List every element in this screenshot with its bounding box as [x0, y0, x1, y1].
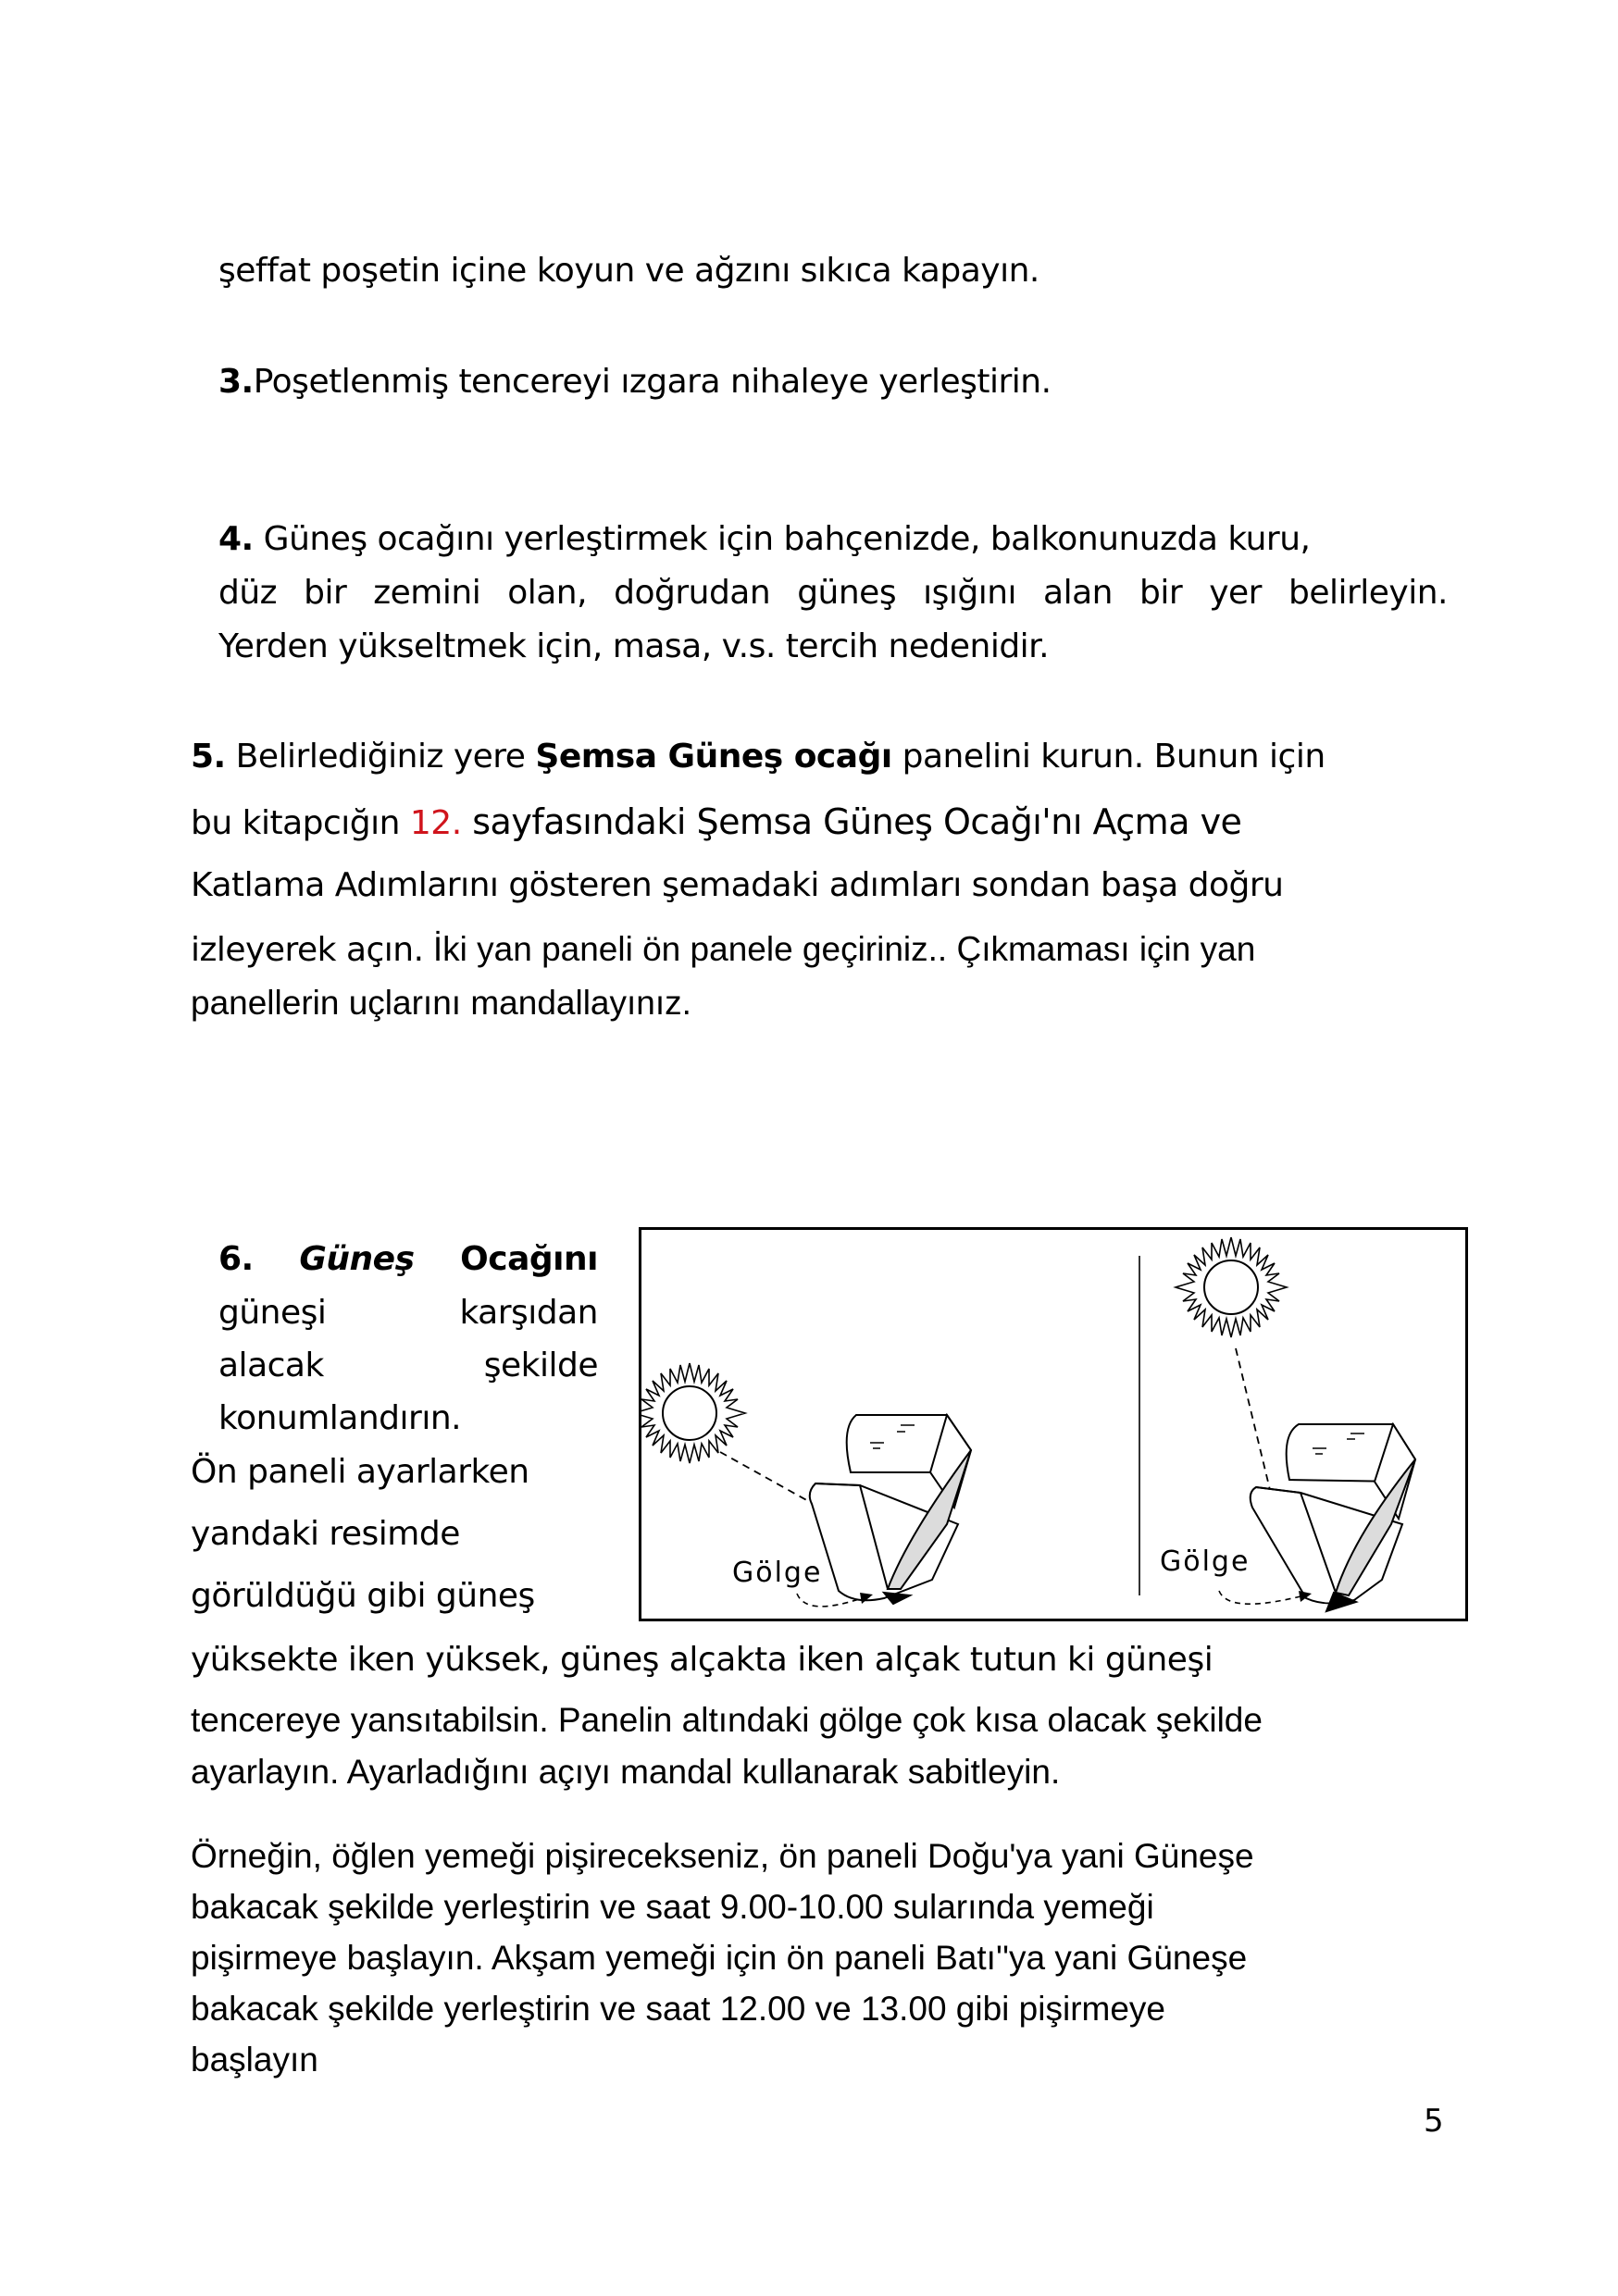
step6-full-line: yüksekte iken yüksek, güneş alçakta iken alçak tutun ki güneşi — [191, 1641, 1214, 1679]
shadow-label-right: Gölge — [1160, 1545, 1251, 1578]
step5-number: 5. — [191, 738, 226, 776]
step5-line-2-post: sayfasındaki Şemsa Güneş Ocağı'nı Açma ve — [461, 801, 1242, 842]
step4-line-2: düz bir zemini olan, doğrudan güneş ışığını alan bir yer belirleyin. — [218, 574, 1448, 612]
step3-text: Poşetlenmiş tencereyi ızgara nihaleye yerleştirin. — [253, 363, 1052, 401]
step6-side-line-2: yandaki resimde — [191, 1515, 460, 1553]
step5-line-2-pre: bu kitapcığın — [191, 804, 410, 842]
page-reference: 12. — [409, 804, 462, 842]
step6-line-2-right: karşıdan — [459, 1294, 598, 1332]
low-sun-icon — [641, 1363, 745, 1463]
step4-line-1 — [218, 520, 1448, 558]
example-line-5: başlayın — [191, 2041, 318, 2079]
step3-paragraph — [218, 363, 1052, 401]
solar-cooker-left — [810, 1415, 971, 1604]
example-line-2: bakacak şekilde yerleştirin ve saat 9.00-10.00 sularında yemeği — [191, 1888, 1154, 1926]
step5-line-2 — [191, 801, 1241, 842]
shadow-arrow-right — [1219, 1591, 1301, 1604]
step5-line-1 — [191, 738, 1326, 776]
high-sun-icon — [1176, 1237, 1287, 1337]
page-number: 5 — [1424, 2103, 1444, 2140]
step6-line-3-right: şekilde — [483, 1347, 598, 1384]
step6-line-3-left: alacak — [218, 1347, 324, 1384]
example-line-3: pişirmeye başlayın. Akşam yemeği için ön paneli Batı''ya yani Güneşe — [191, 1939, 1248, 1977]
step5-line-1-pre: Belirlediğiniz yere — [225, 738, 536, 776]
step6-line-4: konumlandırın. — [218, 1399, 462, 1437]
step4-line-3: Yerden yükseltmek için, masa, v.s. tercih nedenidir. — [218, 627, 1050, 665]
step4-number: 4. — [218, 520, 254, 558]
step2-continued-text: şeffat poşetin içine koyun ve ağzını sıkıca kapayın. — [218, 252, 1039, 290]
step6-line-2 — [218, 1294, 598, 1332]
step6-side-line-3: görüldüğü gibi güneş — [191, 1577, 535, 1615]
step5-line-1-post: panelini kurun. Bunun için — [891, 738, 1326, 776]
step5-line-4-comic: izleyerek açın. — [191, 931, 424, 969]
example-line-4: bakacak şekilde yerleştirin ve saat 12.00 ve 13.00 gibi pişirmeye — [191, 1990, 1166, 2028]
step6-arial-line-2: ayarlayın. Ayarladığını açıyı mandal kullanarak sabitleyin. — [191, 1753, 1061, 1791]
product-name: Şemsa Güneş ocağı — [535, 738, 892, 776]
step5-line-4 — [191, 930, 1255, 969]
step5-line-5: panellerin uçlarını mandallayınız. — [191, 984, 691, 1022]
step6-number: 6. — [218, 1240, 254, 1278]
step6-side-line-1: Ön paneli ayarlarken — [191, 1453, 529, 1491]
solar-cooker-right — [1251, 1424, 1415, 1611]
step5-line-4-arial: İki yan paneli ön panele geçiriniz.. Çıkmaması için yan — [423, 930, 1256, 968]
step6-line-1 — [218, 1240, 598, 1278]
step3-number: 3. — [218, 363, 254, 401]
step6-word-ocagini: Ocağını — [460, 1240, 598, 1278]
step6-word-gunes: Güneş — [299, 1240, 415, 1278]
solar-cooker-angle-figure — [639, 1227, 1468, 1621]
step6-line-2-left: güneşi — [218, 1294, 327, 1332]
figure-illustration — [641, 1230, 1465, 1619]
step4-line-1-text: Güneş ocağını yerleştirmek için bahçenizde, balkonunuzda kuru, — [253, 520, 1311, 558]
step5-line-3: Katlama Adımlarını gösteren şemadaki adımları sondan başa doğru — [191, 866, 1284, 904]
step6-line-3 — [218, 1347, 598, 1384]
example-line-1: Örneğin, öğlen yemeği pişirecekseniz, ön paneli Doğu'ya yani Güneşe — [191, 1837, 1254, 1875]
step6-arial-line-1: tencereye yansıtabilsin. Panelin altındaki gölge çok kısa olacak şekilde — [191, 1701, 1263, 1739]
shadow-label-left: Gölge — [732, 1557, 823, 1589]
